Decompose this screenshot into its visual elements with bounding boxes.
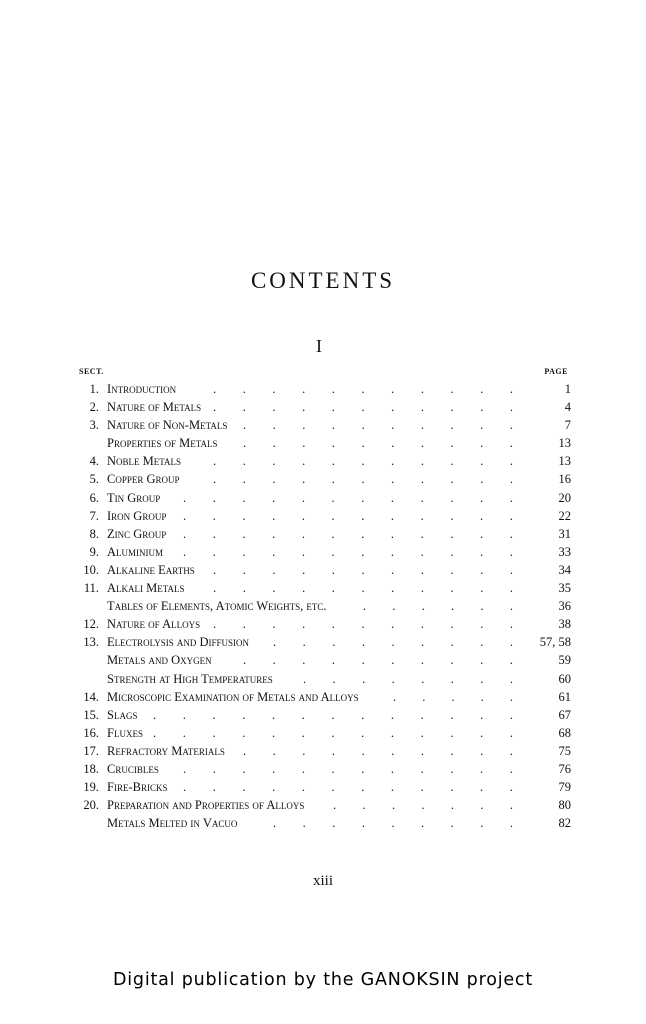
section-title: Zinc Group — [107, 526, 167, 541]
page-number: 60 — [558, 671, 571, 686]
dot-leader: . . . . . . . . . . — [243, 653, 513, 668]
section-number: 7. — [89, 508, 99, 523]
toc-entry — [77, 561, 571, 579]
dot-leader: . . . . . . . . . . . . — [183, 544, 513, 559]
dot-leader: . . . . . — [393, 689, 513, 704]
page-number: 67 — [558, 707, 571, 722]
contents-title: CONTENTS — [250, 268, 396, 293]
section-number: 19. — [83, 780, 99, 795]
section-number: 8. — [89, 526, 99, 541]
dot-leader: . . . . . . . . . — [273, 635, 513, 650]
dot-leader: . . . . . . . . . . . — [213, 617, 513, 632]
dot-leader: . . . . . . . — [333, 798, 513, 813]
section-title: Electrolysis and Diffusion — [107, 635, 250, 650]
section-title: Nature of Non-Metals — [107, 418, 228, 433]
section-number: 2. — [89, 400, 99, 415]
section-number: 18. — [83, 761, 99, 776]
toc-entry — [77, 489, 571, 507]
page-number: 82 — [558, 816, 571, 831]
section-title: Properties of Metals — [107, 436, 218, 451]
dot-leader: . . . . . . . . . . . . — [183, 780, 513, 795]
section-number: 13. — [83, 635, 99, 650]
section-title: Slags — [107, 707, 138, 722]
page-number: 61 — [558, 689, 571, 704]
section-column-header: SECT. — [79, 367, 104, 376]
page-number: 31 — [558, 526, 571, 541]
section-number: 10. — [83, 562, 99, 577]
section-title: Strength at High Temperatures — [107, 671, 273, 686]
part-number: I — [316, 336, 322, 356]
page-number: 76 — [558, 761, 571, 776]
page-number: 35 — [558, 581, 571, 596]
page-number: 4 — [564, 400, 571, 415]
page-number: 13 — [558, 454, 571, 469]
page-number: 33 — [558, 544, 571, 559]
section-title: Fluxes — [107, 725, 143, 740]
page-number: 59 — [558, 653, 571, 668]
dot-leader: . . . . . . . . . . . . . — [153, 707, 513, 722]
toc-entry — [77, 670, 571, 688]
section-title: Refractory Materials — [107, 743, 225, 758]
dot-leader: . . . . . . . . . . . . — [183, 508, 513, 523]
dot-leader: . . . . . . . . . . . . . — [153, 725, 513, 740]
page-number: 80 — [558, 798, 571, 813]
toc-entry — [77, 814, 571, 832]
page-number: 7 — [564, 418, 571, 433]
dot-leader: . . . . . . . . . . . . — [183, 490, 513, 505]
section-title: Preparation and Properties of Alloys — [107, 798, 305, 813]
toc-entry — [77, 724, 571, 742]
section-title: Fire-Bricks — [107, 780, 168, 795]
toc-entry — [77, 579, 571, 597]
dot-leader: . . . . . . — [363, 599, 513, 614]
page-number: 68 — [558, 725, 571, 740]
section-title: Aluminium — [107, 544, 164, 559]
dot-leader: . . . . . . . . . . . — [213, 562, 513, 577]
toc-entry — [77, 380, 571, 398]
section-title: Copper Group — [107, 472, 180, 487]
section-number: 1. — [89, 382, 99, 396]
toc-entry — [77, 760, 571, 778]
dot-leader: . . . . . . . . . . . — [213, 382, 513, 396]
publication-footer: Digital publication by the GANOKSIN project — [112, 970, 534, 990]
section-number: 14. — [83, 689, 99, 704]
dot-leader: . . . . . . . . . . . — [213, 581, 513, 596]
dot-leader: . . . . . . . . . . . — [213, 454, 513, 469]
section-title: Nature of Alloys — [107, 617, 201, 632]
dot-leader: . . . . . . . . . . — [243, 418, 513, 433]
section-title: Metals Melted in Vacuo — [107, 816, 238, 831]
toc-entry — [77, 706, 571, 724]
section-title: Metals and Oxygen — [107, 653, 212, 668]
page-number: 34 — [558, 562, 571, 577]
toc-entry — [77, 597, 571, 615]
page-number: 79 — [558, 780, 571, 795]
toc-entry — [77, 615, 571, 633]
page-number: 57, 58 — [539, 635, 571, 650]
section-title: Nature of Metals — [107, 400, 202, 415]
section-number: 11. — [83, 581, 99, 596]
section-title: Noble Metals — [107, 454, 182, 469]
toc-entry — [77, 398, 571, 416]
table-of-contents — [77, 380, 571, 832]
dot-leader: . . . . . . . . . . — [243, 436, 513, 451]
section-number: 5. — [89, 472, 99, 487]
section-number: 17. — [83, 743, 99, 758]
page-number: 1 — [564, 382, 571, 396]
toc-entry — [77, 434, 571, 452]
toc-entry — [77, 525, 571, 543]
toc-entry — [77, 742, 571, 760]
section-number: 3. — [89, 418, 99, 433]
page-number: 20 — [558, 490, 571, 505]
page-number: 38 — [558, 617, 571, 632]
toc-entry — [77, 778, 571, 796]
dot-leader: . . . . . . . . . . . — [213, 400, 513, 415]
section-title: Alkaline Earths — [107, 562, 195, 577]
toc-entry — [77, 688, 571, 706]
toc-entry — [77, 543, 571, 561]
toc-entry — [77, 507, 571, 525]
section-number: 6. — [89, 490, 99, 505]
page-number: 75 — [558, 743, 571, 758]
page-number: 22 — [558, 508, 571, 523]
toc-entry — [77, 470, 571, 488]
toc-entry — [77, 796, 571, 814]
section-number: 16. — [83, 725, 99, 740]
section-title: Alkali Metals — [107, 581, 185, 596]
toc-entry — [77, 651, 571, 669]
toc-entry — [77, 633, 571, 651]
section-title: Iron Group — [107, 508, 167, 523]
section-title: Tables of Elements, Atomic Weights, etc. — [107, 599, 327, 614]
section-number: 9. — [89, 544, 99, 559]
dot-leader: . . . . . . . . . . — [243, 743, 513, 758]
section-number: 12. — [83, 617, 99, 632]
section-number: 20. — [83, 798, 99, 813]
page-number: 13 — [558, 436, 571, 451]
dot-leader: . . . . . . . . . . . . — [183, 761, 513, 776]
section-title: Microscopic Examination of Metals and Alloys — [107, 689, 359, 704]
page-number: 36 — [558, 599, 571, 614]
toc-entry — [77, 416, 571, 434]
dot-leader: . . . . . . . . . — [273, 816, 513, 831]
section-number: 4. — [89, 454, 99, 469]
section-title: Introduction — [107, 382, 177, 396]
dot-leader: . . . . . . . . — [303, 671, 513, 686]
page-number: 16 — [558, 472, 571, 487]
page-folio: xiii — [312, 873, 333, 889]
toc-entry — [77, 452, 571, 470]
dot-leader: . . . . . . . . . . . — [213, 472, 513, 487]
section-title: Crucibles — [107, 761, 159, 776]
section-number: 15. — [83, 707, 99, 722]
page-column-header: PAGE — [544, 367, 568, 376]
section-title: Tin Group — [107, 490, 161, 505]
dot-leader: . . . . . . . . . . . . — [183, 526, 513, 541]
